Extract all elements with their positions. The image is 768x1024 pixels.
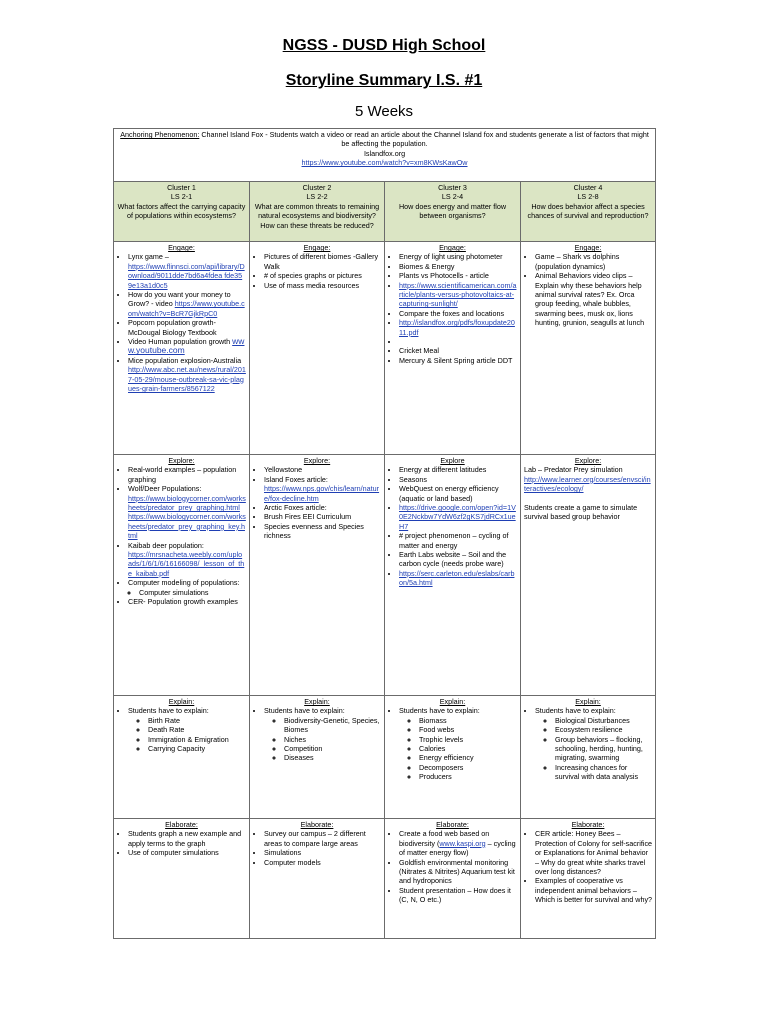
cluster-name: Cluster 2 <box>302 183 332 192</box>
list-item: ◦ Competition <box>284 744 381 753</box>
list-item: • Mercury & Silent Spring article DDT <box>399 356 517 365</box>
list-item: • Survey our campus – 2 different areas to compare large areas <box>264 829 381 848</box>
cluster-question: How can these threats be reduced? <box>260 220 374 230</box>
section-title: Elaborate: <box>165 820 198 829</box>
list-item: • Biomes & Energy <box>399 262 517 271</box>
list-item: • Animal Behaviors video clips – Explain why these behaviors help animal survival rates? Ex. Orca group feeding, whale bubbles, swarming bees, musk ox, lions hunting, grunion, seagulls at lunch <box>535 271 652 327</box>
cluster-4-header <box>521 182 656 242</box>
cluster-question: What are common threats to remaining natural ecosystems and biodiversity? <box>254 201 380 221</box>
list-item: ◦ Biodiversity-Genetic, Species, Biomes <box>284 716 381 735</box>
cluster-name: Cluster 1 <box>167 183 196 192</box>
cluster-3-header <box>385 182 521 242</box>
section-title: Engage: <box>439 243 466 252</box>
list-item: • Yellowstone <box>264 465 381 474</box>
list-item: ◦ Niches <box>284 735 381 744</box>
plants-article-link[interactable]: https://www.scientificamerican.com/article/plants-versus-photovoltaics-at-capturing-sunlight/ <box>399 280 517 309</box>
list-item: ◦ Death Rate <box>148 725 246 734</box>
list-item: ◦ Diseases <box>284 753 381 762</box>
cluster-1-header <box>114 182 250 242</box>
list-item: • Mice population explosion-Australia http://www.abc.net.au/news/rural/2017-05-29/mouse-outbreak-sa-vic-plagues-grain-farmers/8567122 <box>128 356 246 394</box>
cluster-code: LS 2-4 <box>441 192 464 202</box>
explain-cluster-3 <box>385 696 521 819</box>
list-item: • How do you want your money to Grow? - video https://www.youtube.com/watch?v=BcR7GjkRpC0 <box>128 290 246 318</box>
lynx-game-link[interactable]: https://www.flinnsci.com/api/library/Download/9011dde7bd6a4fdea fde359e13a1d0c5 <box>128 261 245 290</box>
cluster-code: LS 2-1 <box>170 192 193 202</box>
elaborate-row <box>114 819 656 939</box>
list-item: • Use of computer simulations <box>128 848 246 857</box>
school-title: NGSS - DUSD High School <box>282 37 486 54</box>
kaibab-link[interactable]: https://mrsnacheta.weebly.com/uploads/1/6/1/6/16166098/_lesson_of_the_kaibab.pdf <box>128 550 245 578</box>
storyline-table <box>113 128 656 939</box>
list-item: ◦ Biomass <box>419 716 517 725</box>
list-item: • CER article: Honey Bees – Protection of Colony for self-sacrifice or Explanations for Animal behavior – Why do great white sharks travel over long distances? <box>535 829 652 876</box>
list-item: • Arctic Foxes article: <box>264 503 381 512</box>
list-item: • Students have to explain: ◦ Biological Disturbances ◦ Ecosystem resilience ◦ Group behaviors – flocking, schooling, herding, hunting, migrating, swarming ◦ Increasing chances for survival with data analysis <box>535 706 652 781</box>
cluster-question: How does energy and matter flow between organisms? <box>398 201 507 221</box>
list-item: • Game – Shark vs dolphins (population dynamics) <box>535 252 652 271</box>
list-item: ◦ Decomposers <box>419 763 517 772</box>
list-item <box>399 503 517 531</box>
list-item: ◦ Food webs <box>419 725 517 734</box>
section-title: Engage: <box>168 243 195 252</box>
explain-row <box>114 696 656 819</box>
list-item: • WebQuest on energy efficiency (aquatic or land based) <box>399 484 517 503</box>
elaborate-cluster-2 <box>250 819 385 939</box>
list-item: ◦ Carrying Capacity <box>148 744 246 753</box>
section-title: Explain: <box>304 697 330 706</box>
duration-label: 5 Weeks <box>354 103 414 120</box>
list-item: ◦ Ecosystem resilience <box>555 725 652 734</box>
list-item: • Lynx game – https://www.flinnsci.com/api/library/Download/9011dde7bd6a4fdea fde359e13a1d0c5 <box>128 252 246 290</box>
list-item: • Computer modeling of populations: ◦ Computer simulations <box>128 578 246 597</box>
explore-cluster-4 <box>521 455 656 696</box>
webquest-drive-link[interactable]: https://drive.google.com/open?id=1V0E2Nckbw7YdW6zf2gKS7jdRCx1ueH7 <box>399 503 516 531</box>
section-title: Explore: <box>574 456 602 465</box>
list-item: • Species evenness and Species richness <box>264 522 381 541</box>
anchoring-phenomenon <box>114 129 656 182</box>
list-item: ◦ Group behaviors – flocking, schooling, herding, hunting, migrating, swarming <box>555 735 652 763</box>
list-item: ◦ Calories <box>419 744 517 753</box>
youtube-link[interactable]: www.youtube.com <box>128 336 245 356</box>
list-item: • Examples of cooperative vs independent animal behaviors – Which is better for survival and why? <box>535 876 652 904</box>
engage-cluster-4 <box>521 242 656 455</box>
list-item <box>399 318 517 337</box>
anchor-site: Islandfox.org <box>363 148 406 158</box>
section-title: Elaborate: <box>571 820 605 829</box>
elaborate-cluster-3 <box>385 819 521 939</box>
cluster-name: Cluster 3 <box>438 183 467 192</box>
storyline-title: Storyline Summary I.S. #1 <box>285 72 483 89</box>
list-item: • Students have to explain: ◦ Birth Rate ◦ Death Rate ◦ Immigration & Emigration ◦ Carrying Capacity <box>128 706 246 753</box>
engage-cluster-2 <box>250 242 385 455</box>
list-item: • Goldfish environmental monitoring (Nitrates & Nitrites) Aquarium test kit and hydroponics <box>399 858 517 886</box>
predator-prey-key-link[interactable]: https://www.biologycorner.com/worksheets/predator_prey_graphing_key.html <box>128 512 246 541</box>
explain-cluster-2 <box>250 696 385 819</box>
predator-prey-link[interactable]: https://www.biologycorner.com/worksheets/predator_prey_graphing.html <box>128 493 246 513</box>
explore-cluster-3 <box>385 455 521 696</box>
section-title: Explore: <box>168 456 195 465</box>
cluster-2-header <box>250 182 385 242</box>
list-item: • Seasons <box>399 475 517 484</box>
anchor-row <box>114 129 656 182</box>
elaborate-cluster-1 <box>114 819 250 939</box>
list-item: ◦ Immigration & Emigration <box>148 735 246 744</box>
section-title: Engage: <box>303 243 331 252</box>
list-item: • Students have to explain: ◦ Biomass ◦ Food webs ◦ Trophic levels ◦ Calories ◦ Energy efficiency ◦ Decomposers ◦ Producers <box>399 706 517 781</box>
mice-article-link[interactable]: http://www.abc.net.au/news/rural/2017-05-29/mouse-outbreak-sa-vic-plagues-grain-farmers/8567122 <box>128 365 246 394</box>
list-item: • # of species graphs or pictures <box>264 271 381 280</box>
list-item: • Simulations <box>264 848 381 857</box>
island-foxes-link[interactable]: https://www.nps.gov/chis/learn/nature/fox-decline.htm <box>264 484 380 503</box>
explore-cluster-1 <box>114 455 250 696</box>
section-title: Elaborate: <box>436 820 469 829</box>
list-item: • Island Foxes article: https://www.nps.gov/chis/learn/nature/fox-decline.htm <box>264 475 381 503</box>
section-title: Engage: <box>574 243 602 252</box>
list-item: ◦ Producers <box>419 772 517 781</box>
list-item: ◦ Energy efficiency <box>419 753 517 762</box>
list-item: ◦ Biological Disturbances <box>555 716 652 725</box>
earth-labs-link[interactable]: https://serc.carleton.edu/eslabs/carbon/5a.html <box>399 568 515 588</box>
section-title: Elaborate: <box>300 820 334 829</box>
section-title: Explore <box>440 456 465 465</box>
list-item: • Wolf/Deer Populations: https://www.biologycorner.com/worksheets/predator_prey_graphing.html https://www.biologycorner.com/worksheets/predator_prey_graphing_key.html <box>128 484 246 540</box>
list-item: • Video Human population growth www.youtube.com <box>128 337 246 356</box>
cluster-code: LS 2-2 <box>306 192 328 202</box>
foxupdate-link[interactable]: http://islandfox.org/pdfs/foxupdate2011.pdf <box>399 318 515 337</box>
anchor-text: Channel Island Fox - Students watch a video or read an article about the Channel Island fox and students generate a list of factors that might be affecting the population. <box>199 130 649 149</box>
anchor-label: Anchoring Phenomenon: <box>120 130 200 139</box>
cluster-code: LS 2-8 <box>577 192 599 202</box>
list-item: • Energy at different latitudes <box>399 465 517 474</box>
list-item: • Energy of light using photometer <box>399 252 517 261</box>
list-item: • Pictures of different biomes -Gallery Walk <box>264 252 381 271</box>
section-title: Explain: <box>575 697 601 706</box>
cluster-header-row <box>114 182 656 242</box>
list-item: • Plants vs Photocells - article <box>399 271 517 280</box>
learner-link[interactable]: http://www.learner.org/courses/envsci/interactives/ecology/ <box>524 474 651 494</box>
list-item: • Compare the foxes and locations <box>399 309 517 318</box>
list-item: • Computer models <box>264 858 381 867</box>
list-item: • CER- Population growth examples <box>128 597 246 606</box>
list-item <box>399 281 517 309</box>
list-item: • Popcorn population growth-McDougal Biology Textbook <box>128 318 246 337</box>
list-item: ◦ Birth Rate <box>148 716 246 725</box>
list-item: • Cricket Meal <box>399 346 517 355</box>
elaborate-cluster-4 <box>521 819 656 939</box>
explain-cluster-4 <box>521 696 656 819</box>
explore-row <box>114 455 656 696</box>
list-item: • # project phenomenon – cycling of matter and energy <box>399 531 517 550</box>
anchor-video-link[interactable]: https://www.youtube.com/watch?v=xm8KWsKawOw <box>301 158 468 168</box>
list-item: ◦ Increasing chances for survival with data analysis <box>555 763 652 782</box>
explain-cluster-1 <box>114 696 250 819</box>
list-item: • Earth Labs website – Soil and the carbon cycle (needs probe ware) <box>399 550 517 569</box>
list-item: • Students graph a new example and apply terms to the graph <box>128 829 246 848</box>
list-item <box>399 569 517 588</box>
list-item: • Student presentation – How does it (C, N, O etc.) <box>399 886 517 905</box>
list-item: ◦ Computer simulations <box>139 588 246 597</box>
game-text: Students create a game to simulate survival based group behavior <box>524 502 638 522</box>
cluster-question: How does behavior affect a species chances of survival and reproduction? <box>527 201 649 221</box>
lab-text: Lab – Predator Prey simulation <box>524 465 623 475</box>
list-item: • Create a food web based on biodiversity (www.kaspi.org – cycling of matter energy flow) <box>399 829 517 857</box>
list-item: • Students have to explain: ◦ Biodiversity-Genetic, Species, Biomes ◦ Niches ◦ Competition ◦ Diseases <box>264 706 381 762</box>
explore-cluster-2 <box>250 455 385 696</box>
engage-cluster-3 <box>385 242 521 455</box>
cluster-question: What factors affect the carrying capacity of populations within ecosystems? <box>117 201 246 221</box>
list-item: ◦ Trophic levels <box>419 735 517 744</box>
section-title: Explain: <box>168 697 195 706</box>
list-item: • Kaibab deer population: https://mrsnacheta.weebly.com/uploads/1/6/1/6/16166098/_lesson_of_the_kaibab.pdf <box>128 541 246 579</box>
section-title: Explain: <box>439 697 466 706</box>
money-video-link[interactable]: https://www.youtube.com/watch?v=BcR7GjkRpC0 <box>128 299 245 318</box>
list-item: • Use of mass media resources <box>264 281 381 290</box>
list-item: • Real-world examples – population graphing <box>128 465 246 484</box>
engage-row <box>114 242 656 455</box>
list-item: • Brush Fires EEI Curriculum <box>264 512 381 521</box>
section-title: Explore: <box>303 456 331 465</box>
kaspi-link[interactable]: www.kaspi.org <box>439 838 486 848</box>
list-item <box>399 337 517 346</box>
cluster-name: Cluster 4 <box>573 183 603 192</box>
engage-cluster-1 <box>114 242 250 455</box>
